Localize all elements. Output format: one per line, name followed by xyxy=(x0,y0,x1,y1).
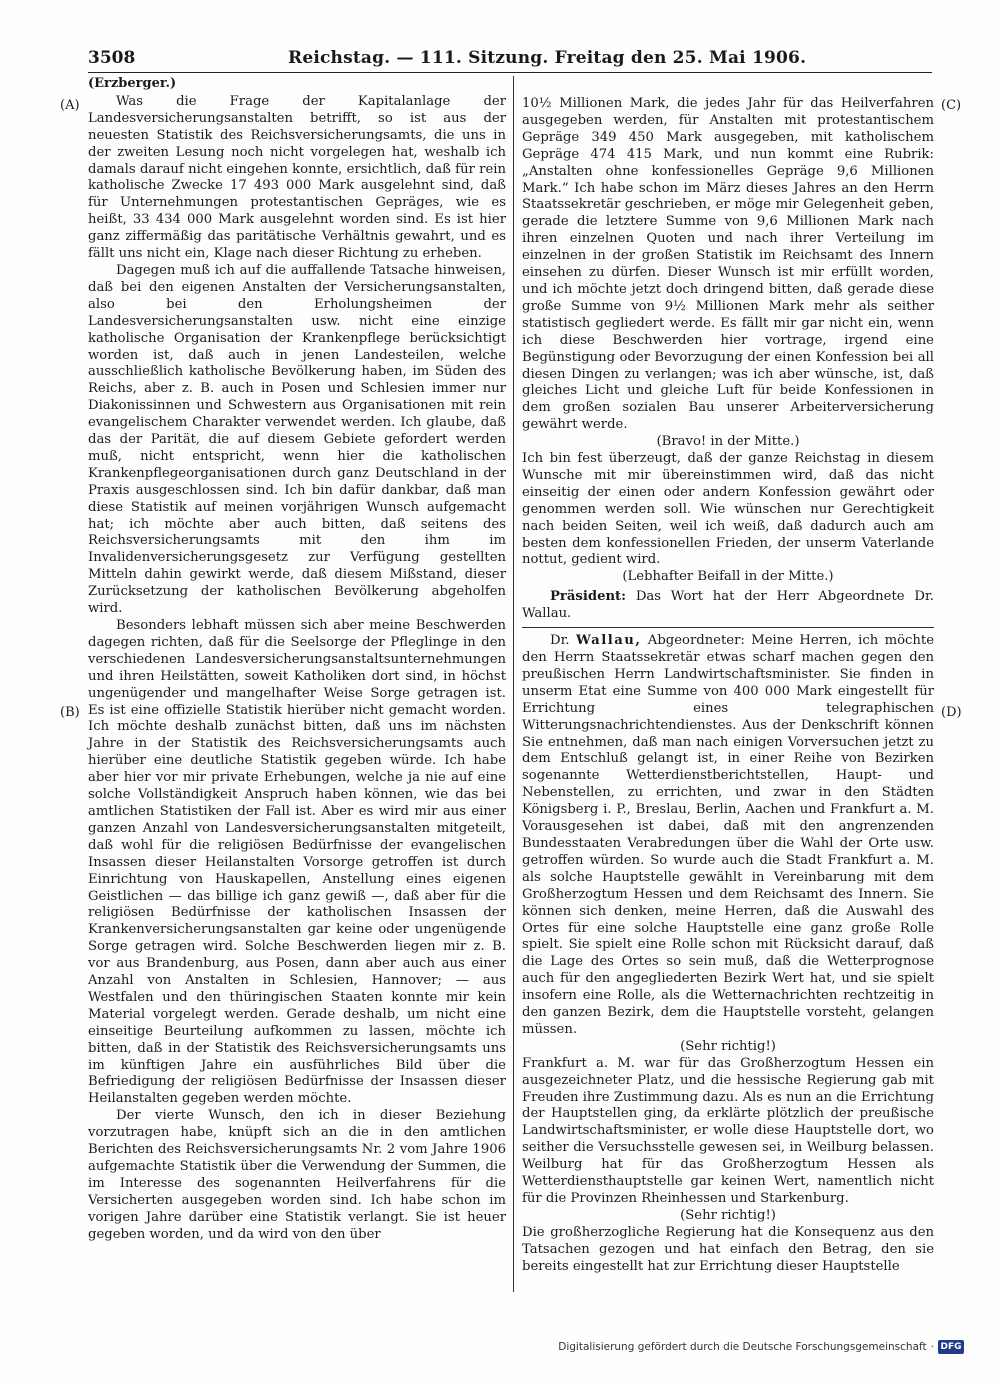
footer: Digitalisierung gefördert durch die Deutsche Forschungsgemeinschaft · DFG xyxy=(558,1340,964,1354)
reaction-bravo: (Bravo! in der Mitte.) xyxy=(656,434,800,450)
president-label: Präsident: xyxy=(550,589,627,605)
right-paragraph-1: 10½ Millionen Mark, die jedes Jahr für das Heilverfahren ausgegeben werden, für Anstalten mit protestantischem Gepräge 349 450 Mark ausgegeben, mit katholischem Gepräge 474 415 Mark, und nun kommt eine Rubrik: „Anstalten ohne konfessionelles Gepräge 9,6 Millionen Mark.“ Ich habe schon im März dieses Jahres an den Herrn Staatssekretär geschrieben, er möge mir Gelegenheit geben, gerade die letztere Summe von 9,6 Millionen Mark nach ihren einzelnen Quoten und nach ihrer Verteilung im einzelnen in der großen Statistik im Reichsamt des Innern einsehen zu dürfen. Dieser Wunsch ist mir erfüllt worden, und ich möchte jetzt doch dringend bitten, daß gerade diese große Summe von 9½ Millionen Mark mehr als seither statistisch gegliedert werde. Es fällt mir gar nicht ein, wenn ich diese Beschwerden hier vortrage, irgend eine Begünstigung oder Bevorzugung der einen Konfession bei all diesen Dingen zu verlangen; was ich aber wünsche, ist, daß gleiches Licht und gleiche Luft für beide Konfessionen in dem großen sozialen Bau unserer Arbeiterversicherung gewährt werde. xyxy=(522,96,934,433)
margin-mark-c: (C) xyxy=(941,98,962,113)
left-column xyxy=(88,76,506,1244)
president-statement xyxy=(522,589,934,623)
margin-mark-b: (B) xyxy=(60,705,80,720)
reaction-sehr-richtig-2: (Sehr richtig!) xyxy=(680,1207,776,1223)
margin-mark-a: (A) xyxy=(60,98,80,113)
page-header xyxy=(88,46,932,72)
running-title: Reichstag. — 111. Sitzung. Freitag den 25. Mai 1906. xyxy=(288,48,807,68)
right-paragraph-4: Die großherzogliche Regierung hat die Konsequenz aus den Tatsachen gezogen und hat einfach den Betrag, den sie bereits eingestellt hat zur Errichtung dieser Hauptstelle xyxy=(522,1224,934,1274)
margin-mark-d: (D) xyxy=(941,705,962,720)
speaker-name: Wallau, xyxy=(575,633,642,649)
header-rule xyxy=(88,72,932,73)
column-divider xyxy=(513,76,514,1292)
wallau-speech xyxy=(522,633,934,1039)
president-text: Das Wort hat der Herr Abgeordnete Dr. Wallau. xyxy=(522,589,934,622)
left-paragraph-4: Der vierte Wunsch, den ich in dieser Beziehung vorzutragen habe, knüpft sich an die in den amtlichen Berichten des Reichsversicherungsamts Nr. 2 vom Jahre 1906 aufgemachte Statistik über die Verwendung der Summen, die im Interesse des sogenannten Heilverfahrens für die Versicherten ausgegeben worden sind. Ich habe schon im vorigen Jahre darüber eine Statistik verlangt. Sie ist heuer gegeben worden, und da wird von den über xyxy=(88,1108,506,1242)
left-paragraph-1: Was die Frage der Kapitalanlage der Landesversicherungsanstalten betrifft, so ist aus der neuesten Statistik des Reichsversicherungsamts, die uns in der zweiten Lesung noch nicht vorgelegen hat, weshalb ich damals darauf nicht eingehen konnte, ersichtlich, daß für rein katholische Zwecke 17 493 000 Mark ausgelehnt sind, daß für Unternehmungen protestantischen Gepräges, wie es heißt, 33 434 000 Mark ausgelehnt worden sind. Es ist hier ganz ziffermäßig das paritätische Verhältnis gewahrt, und es fällt uns nicht ein, Klage nach dieser Richtung zu erheben. xyxy=(88,93,506,262)
right-column xyxy=(522,96,934,1276)
dfg-logo: DFG xyxy=(938,1340,964,1354)
right-paragraph-2: Ich bin fest überzeugt, daß der ganze Reichstag in diesem Wunsche mit mir übereinstimmen wird, daß das nicht einseitig der einen oder andern Konfession gewährt oder genommen werden soll. Wie wünschen nur Gerechtigkeit nach beiden Seiten, weil ich weiß, daß dadurch auch am besten dem konfessionellen Frieden, der unserm Vaterlande nottut, gedient wird. xyxy=(522,451,934,568)
wallau-text: Abgeordneter: Meine Herren, ich möchte den Herrn Staatssekretär etwas scharf machen gegen den preußischen Herrn Landwirtschaftsminister. Sie finden in unserm Etat eine Summe von 400 000 Mark eingestellt für Errichtung eines telegraphischen Witterungsnachrichtendienstes. Aus der Denkschrift können Sie entnehmen, daß man nach einigen Vorversuchen jetzt zu dem Entschluß gelangt ist, in einer Reihe von Bezirken sogenannte Wetterdienstberichtstellen, Haupt- und Nebenstellen, zu errichten, und zwar in den Städten Königsberg i. P., Breslau, Berlin, Aachen und Frankfurt a. M. Vorausgesehen ist dabei, daß mit den angrenzenden Bundesstaaten Verabredungen über die Wahl der Orte usw. getroffen würden. So wurde auch die Stadt Frankfurt a. M. als solche Hauptstelle gewählt in Vereinbarung mit dem Großherzogtum Hessen und dem Reichsamt des Innern. Sie können sich denken, meine Herren, daß die Auswahl des Ortes für eine solche Hauptstelle eine ganz große Rolle spielt. Sie spielt eine Rolle schon mit Rücksicht darauf, daß die Lage des Ortes so sein muß, daß die Wetterprognose auch für den angegliederten Bezirk Wert hat, und sie spielt insofern eine Rolle, als die Wetternachrichten rechtzeitig in den ganzen Bezirk, dem die Hauptstelle vorsteht, gelangen müssen. xyxy=(522,633,934,1037)
wallau-prefix: Dr. xyxy=(550,633,570,649)
speech-separator xyxy=(522,627,934,628)
left-paragraph-2: Dagegen muß ich auf die auffallende Tatsache hinweisen, daß bei den eigenen Anstalten der Versicherungsanstalten, also bei den Erholungsheimen der Landesversicherungsanstalten usw. nicht eine einzige katholische Organisation der Krankenpflege berücksichtigt worden ist, daß auch in jenen Landesteilen, welche ausschließlich katholische Bevölkerung haben, im Süden des Reichs, aber z. B. auch in Posen und Schlesien immer nur Diakonissinnen und Schwestern aus Organisationen mit rein evangelischem Charakter verwendet werden. Ich glaube, daß das der Parität, die auf diesem Gebiete gefordert werden muß, nicht entspricht, wenn hier die katholischen Krankenpflegeorganisationen durch ganz Deutschland in der Praxis ausgeschlossen sind. Ich bin dafür dankbar, daß man diese Statistik auf meinen vorjährigen Wunsch aufgemacht hat; ich möchte aber auch bitten, daß seitens des Reichsversicherungsamts mit den ihm im Invalidenversicherungsgesetz zur Verfügung gestellten Mitteln dahin gewirkt werde, daß diesem Mißstand, dieser Zurücksetzung der katholischen Bevölkerung abgeholfen wird. xyxy=(88,262,506,617)
footer-text: Digitalisierung gefördert durch die Deutsche Forschungsgemeinschaft xyxy=(558,1341,927,1353)
reaction-applause: (Lebhafter Beifall in der Mitte.) xyxy=(622,569,834,585)
speaker-tag: (Erzberger.) xyxy=(88,76,177,91)
right-paragraph-3: Frankfurt a. M. war für das Großherzogtum Hessen ein ausgezeichneter Platz, und die hessische Regierung gab mit Freuden ihre Zustimmung dazu. Als es nun an die Errichtung der Hauptstellen ging, da erklärte plötzlich der preußische Landwirtschaftsminister, er wolle diese Hauptstelle dort, wo seither die Versuchsstelle gewesen sei, in Weilburg belassen. Weilburg hat für das Großherzogtum Hessen als Wetterdiensthauptstelle gar keinen Wert, namentlich nicht für die Provinzen Rheinhessen und Starkenburg. xyxy=(522,1055,934,1206)
reaction-sehr-richtig-1: (Sehr richtig!) xyxy=(680,1038,776,1054)
page-number: 3508 xyxy=(88,48,136,68)
left-paragraph-3: Besonders lebhaft müssen sich aber meine Beschwerden dagegen richten, daß für die Seelsorge der Pfleglinge in den verschiedenen Landesversicherungsanstaltsunternehmungen und ihren Heilstätten, soweit Katholiken dort sind, in höchst ungenügender und mangelhafter Weise Sorge getragen ist. Es ist eine offizielle Statistik hierüber nicht gemacht worden. Ich möchte deshalb zunächst bitten, daß uns im nächsten Jahre in der Statistik des Reichsversicherungsamts auch hierüber eine deutliche Statistik gegeben würde. Ich habe aber hier vor mir private Erhebungen, welche ja nie auf eine solche Vollständigkeit Anspruch haben können, wie das bei amtlichen Statistiken der Fall ist. Aber es wird mir aus einer ganzen Anzahl von Landesversicherungsanstalten mitgeteilt, daß wohl für die religiösen Bedürfnisse der evangelischen Insassen dieser Heilanstalten Vorsorge getroffen ist durch Einrichtung von Hauskapellen, Anstellung eines eigenen Geistlichen — das billige ich ganz gewiß —, daß aber für die religiösen Bedürfnisse der katholischen Insassen der Krankenversicherungsanstalten gar keine oder ungenügende Sorge getragen wird. Solche Beschwerden liegen mir z. B. vor aus Brandenburg, aus Posen, dann aber auch aus einer Anzahl von Anstalten in Schlesien, Hannover; — aus Westfalen und den thüringischen Staaten konnte mir kein Material vorgelegt werden. Gerade deshalb, um nicht eine einseitige Beurteilung aufkommen zu lassen, möchte ich bitten, daß in der Statistik des Reichsversicherungsamts uns im künftigen Jahre ein ausführliches Bild über die Befriedigung der religiösen Bedürfnisse der Insassen dieser Heilanstalten gegeben werden möchte. xyxy=(88,618,506,1107)
